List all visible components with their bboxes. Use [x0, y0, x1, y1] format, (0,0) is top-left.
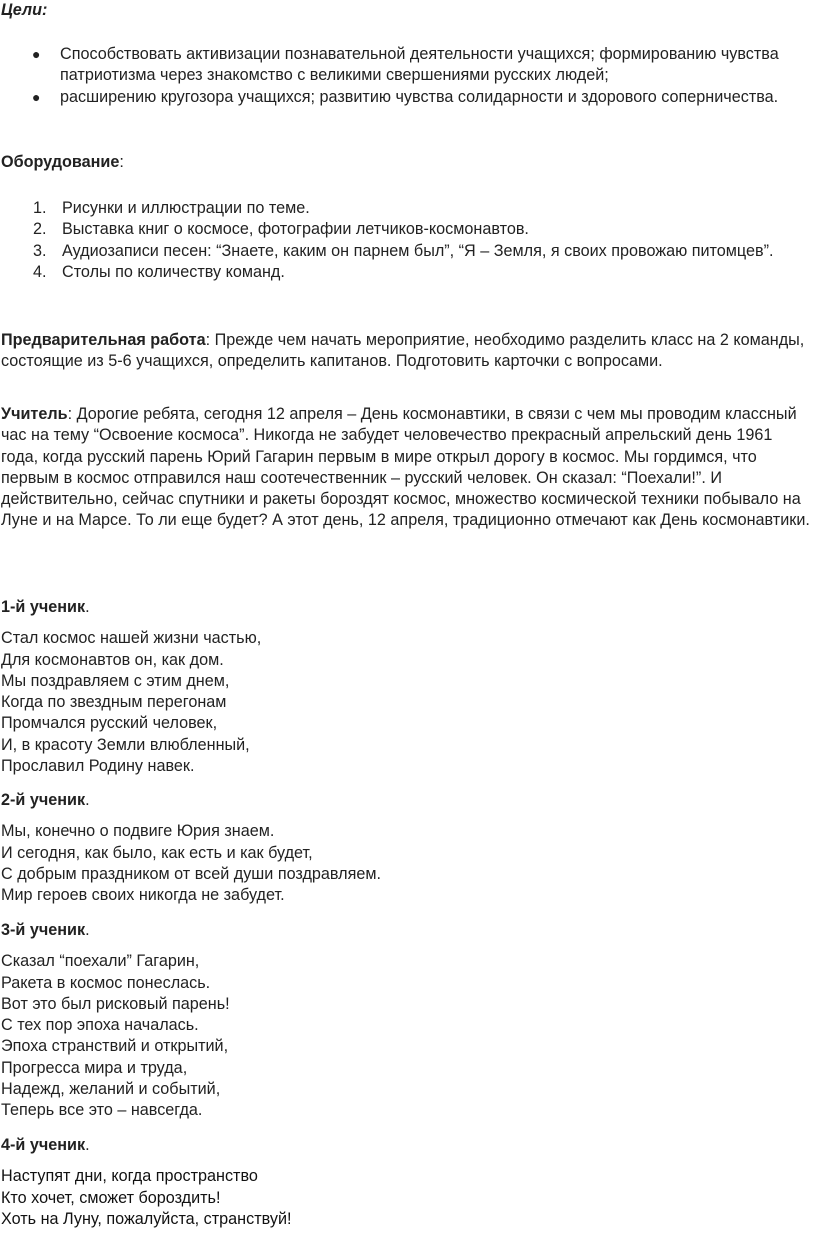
- list-item: 1. Рисунки и иллюстрации по теме.: [33, 199, 310, 217]
- verse-line: Хоть на Луну, пожалуйста, странствуй!: [1, 1209, 292, 1228]
- verse-line: Эпоха странствий и открытий,: [1, 1037, 229, 1056]
- preliminary-work-paragraph: Предварительная работа: Прежде чем начать мероприятие, необходимо разделить класс на 2 команды, состоящие из 5-6 учащихся, определить капитанов. Подготовить карточки с вопросами.: [1, 331, 805, 371]
- bullet-icon: ●: [32, 46, 41, 62]
- verse-line: Мир героев своих никогда не забудет.: [1, 886, 285, 905]
- verse-line: Прогресса мира и труда,: [1, 1058, 188, 1077]
- list-item: 2. Выставка книг о космосе, фотографии летчиков-космонавтов.: [33, 220, 529, 239]
- verse-line: С тех пор эпоха началась.: [1, 1016, 199, 1035]
- teacher-label: Учитель: [1, 405, 68, 423]
- verse-line: Для космонавтов он, как дом.: [1, 650, 224, 669]
- student-4-block: [1, 1135, 812, 1230]
- list-item: 4. Столы по количеству команд.: [33, 262, 285, 281]
- verse-line: Мы поздравляем с этим днем,: [1, 671, 230, 690]
- verse-line: Надежд, желаний и событий,: [1, 1080, 221, 1099]
- goals-list: [0, 44, 812, 108]
- verse-line: Сказал “поехали” Гагарин,: [1, 952, 200, 971]
- verse-line: Ракета в космос понеслась.: [1, 973, 211, 992]
- goals-heading: Цели:: [1, 1, 48, 19]
- bullet-icon: ●: [32, 88, 41, 105]
- student-title: 4-й ученик.: [1, 1136, 90, 1154]
- preliminary-work-label: Предварительная работа: [1, 331, 206, 349]
- verse-line: Наступят дни, когда пространство: [1, 1167, 258, 1186]
- verse-line: Теперь все это – навсегда.: [1, 1101, 203, 1120]
- teacher-paragraph: Учитель: Дорогие ребята, сегодня 12 апреля – День космонавтики, в связи с чем мы проводим классный час на тему “Освоение космоса”. Никогда не забудет человечество прекрасный апрельский день 1961 года, когда русский парень Юрий Гагарин первым в мире открыл дорогу в космос. Мы гордимся, что первым в космос отправился наш соотечественник – русский человек. Он сказал: “Поехали!”. И действительно, сейчас спутники и ракеты бороздят космос, множество космической техники побывало на Луне и на Марсе. То ли еще будет? А этот день, 12 апреля, традиционно отмечают как День космонавтики.: [1, 405, 810, 530]
- list-item: ● Способствовать активизации познавательной деятельности учащихся; формированию чувства патриотизма через знакомство с великими свершениями русских людей;: [32, 45, 779, 85]
- student-2-block: [1, 790, 812, 906]
- verse-line: Стал космос нашей жизни частью,: [1, 629, 262, 648]
- verse-line: Прославил Родину навек.: [1, 757, 195, 776]
- verse-line: Когда по звездным перегонам: [1, 693, 227, 712]
- verse-line: И, в красоту Земли влюбленный,: [1, 735, 250, 754]
- student-title: 1-й ученик.: [1, 598, 90, 616]
- verse-line: Кто хочет, сможет бороздить!: [1, 1188, 221, 1207]
- verse-line: С добрым праздником от всей души поздравляем.: [1, 864, 381, 883]
- equipment-heading: Оборудование:: [1, 153, 124, 171]
- verse-line: И сегодня, как было, как есть и как будет,: [1, 843, 313, 862]
- student-title: 3-й ученик.: [1, 921, 90, 939]
- equipment-list: [0, 198, 812, 283]
- verse-line: Промчался русский человек,: [1, 714, 218, 733]
- student-title: 2-й ученик.: [1, 791, 90, 809]
- verse-line: Вот это был рисковый парень!: [1, 994, 230, 1013]
- student-1-block: [1, 597, 812, 777]
- student-3-block: [1, 920, 812, 1122]
- list-item: 3. Аудиозаписи песен: “Знаете, каким он парнем был”, “Я – Земля, я своих провожаю питомцев”.: [33, 241, 774, 260]
- list-item: ● расширению кругозора учащихся; развитию чувства солидарности и здорового соперничества.: [0, 87, 812, 108]
- verse-line: Мы, конечно о подвиге Юрия знаем.: [1, 822, 275, 841]
